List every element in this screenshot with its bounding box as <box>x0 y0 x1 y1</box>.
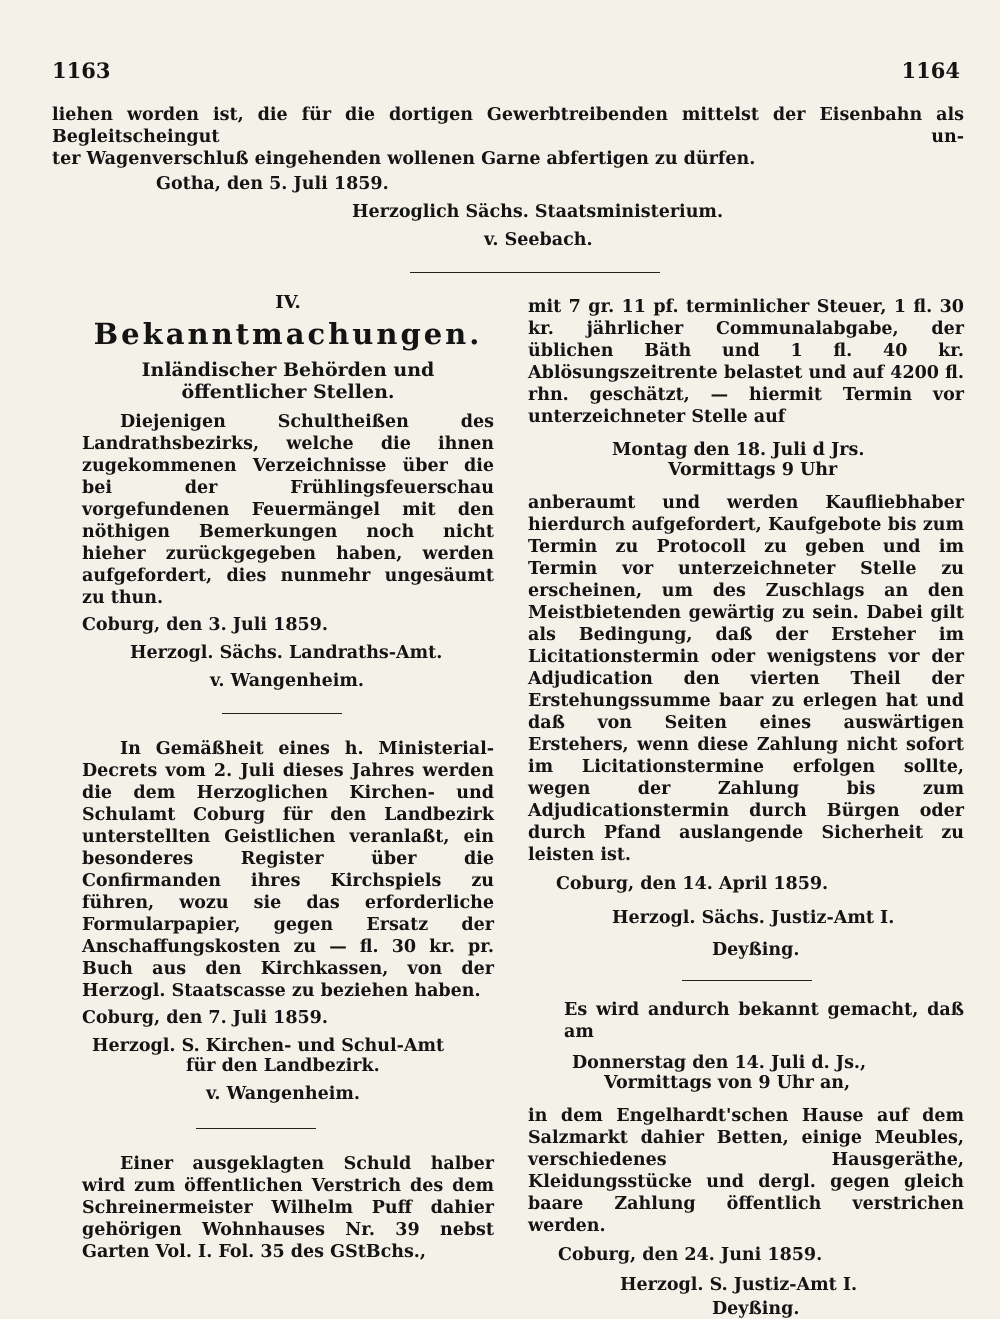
notice4-place-date: Coburg, den 24. Juni 1859. <box>558 1245 823 1265</box>
notice3-cont-text: mit 7 gr. 11 pf. terminlicher Steuer, 1 fl. 30 kr. jährlicher Communalabgabe, der üblichen Bäth und 1 fl. 40 kr. Ablösungszeitrente belastet und auf 4200 fl. rhn. geschätzt, — hiermit Termin vor unterzeichneter Stelle auf <box>528 297 964 427</box>
notice1-signature: v. Wangenheim. <box>210 671 364 691</box>
notice2-authority-line2: für den Landbezirk. <box>186 1056 380 1076</box>
top-divider <box>410 272 660 273</box>
notice2-place-date: Coburg, den 7. Juli 1859. <box>82 1008 328 1028</box>
notice4-text: Es wird andurch bekannt gemacht, daß am <box>564 1000 964 1042</box>
notice3-place-date: Coburg, den 14. April 1859. <box>556 874 829 894</box>
top-text-line2: ter Wagenverschluß eingehenden wollenen Garne abfertigen zu dürfen. <box>52 149 756 169</box>
right-column <box>528 296 964 1319</box>
notice3-signature: Deyßing. <box>712 940 800 960</box>
section-number: IV. <box>275 292 301 313</box>
top-place-date: Gotha, den 5. Juli 1859. <box>156 174 389 194</box>
page-number-left: 1163 <box>52 58 111 83</box>
top-notice <box>52 104 964 273</box>
section-title: Bekanntmachungen. <box>93 317 483 351</box>
top-authority: Herzoglich Sächs. Staatsministerium. <box>352 202 724 222</box>
page-number-right: 1164 <box>901 58 960 83</box>
notice3-text: Einer ausgeklagten Schuld halber wird zum öffentlichen Verstrich des dem Schreinermeister Wilhelm Puff dahier gehörigen Wohnhauses Nr. 39 nebst Garten Vol. I. Fol. 35 des GStBchs., <box>82 1154 494 1262</box>
notice4-date-line2: Vormittags von 9 Uhr an, <box>604 1073 851 1093</box>
notice2-text: In Gemäßheit eines h. Ministerial-Decrets vom 2. Juli dieses Jahres werden die dem Herzoglichen Kirchen- und Schulamt Coburg für den Landbezirk unterstellten Geistlichen veranlaßt, ein besonderes Register über die Confirmanden ihres Kirchspiels zu führen, wozu sie das erforderliche Formularpapier, gegen Ersatz der Anschaffungskosten zu — fl. 30 kr. pr. Buch aus den Kirchkassen, von der Herzogl. Staatscasse zu beziehen haben. <box>82 739 494 1001</box>
notice4-authority: Herzogl. S. Justiz-Amt I. <box>620 1275 858 1295</box>
section-subtitle: Inländischer Behörden und öffentlicher Stellen. <box>141 359 435 403</box>
notice3-text2: anberaumt und werden Kaufliebhaber hierdurch aufgefordert, Kaufgebote bis zum Termin zu Protocoll zu geben und im Termin vor unterzeichneter Stelle zu erscheinen, um des Zuschlags an den Meistbietenden gewärtig zu sein. Dabei gilt als Bedingung, daß der Ersteher im Licitationstermin oder wenigstens vor der Adjudication den vierten Theil der Erstehungssumme baar zu erlegen hat und daß von Seiten eines auswärtigen Erstehers, wenn diese Zahlung nicht sofort im Licitationstermine erfolgen sollte, wegen der Zahlung bis zum Adjudicationstermin durch Bürgen oder durch Pfand auslangende Sicherheit zu leisten ist. <box>528 493 964 865</box>
notice2-authority-line1: Herzogl. S. Kirchen- und Schul-Amt <box>92 1036 445 1056</box>
notice4-signature: Deyßing. <box>712 1299 800 1319</box>
notice2-signature: v. Wangenheim. <box>206 1084 360 1104</box>
notice4-date-line1: Donnerstag den 14. Juli d. Js., <box>572 1053 867 1073</box>
notice4-text2: in dem Engelhardt'schen Hause auf dem Salzmarkt dahier Betten, einige Meubles, verschiedenes Hausgeräthe, Kleidungsstücke und dergl. gegen gleich baare Zahlung öffentlich verstrichen werden. <box>528 1106 964 1236</box>
notice1-place-date: Coburg, den 3. Juli 1859. <box>82 615 328 635</box>
top-text-line1: liehen worden ist, die für die dortigen Gewerbtreibenden mittelst der Eisenbahn als Begleitscheingut un- <box>52 105 964 147</box>
notice1-text: Diejenigen Schultheißen des Landrathsbezirks, welche die ihnen zugekommenen Verzeichnisse über die bei der Frühlingsfeuerschau vorgefundenen Feuermängel mit den nöthigen Bemerkungen noch nicht hieher zurückgegeben haben, werden aufgefordert, dies nunmehr ungesäumt zu thun. <box>82 412 494 608</box>
notice3-date-line2: Vormittags 9 Uhr <box>668 460 838 480</box>
notice3-date-line1: Montag den 18. Juli d Jrs. <box>612 440 865 460</box>
notice3-authority: Herzogl. Sächs. Justiz-Amt I. <box>612 908 895 928</box>
left-column <box>82 292 494 1263</box>
notice1-authority: Herzogl. Sächs. Landraths-Amt. <box>130 643 443 663</box>
top-signature: v. Seebach. <box>484 230 593 250</box>
